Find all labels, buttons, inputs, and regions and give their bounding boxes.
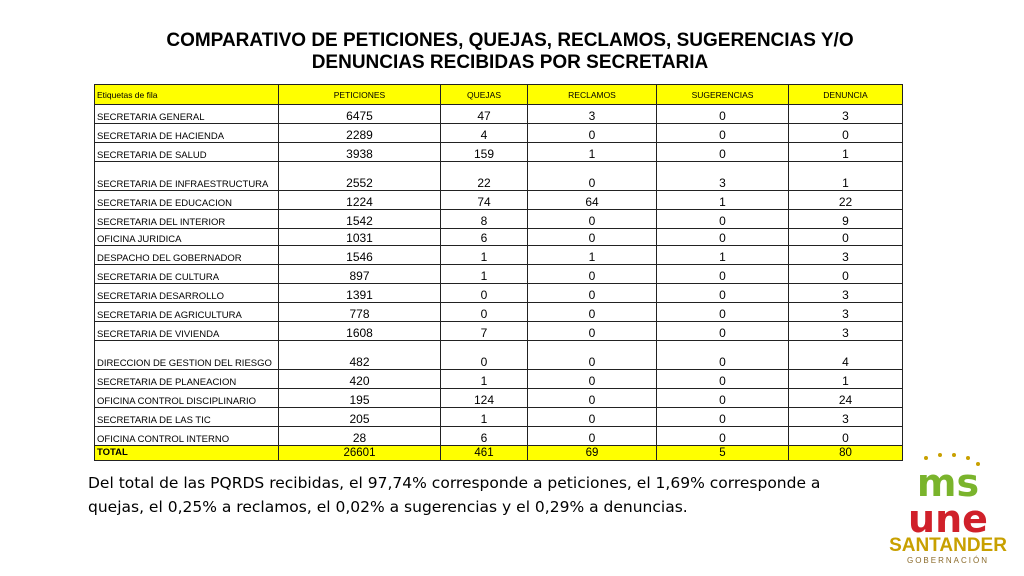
title-line-1: COMPARATIVO DE PETICIONES, QUEJAS, RECLAMOS, SUGERENCIAS Y/O: [166, 30, 854, 51]
cell-quejas: 0: [441, 303, 528, 322]
total-denuncia: 80: [789, 446, 903, 461]
cell-denuncia: 22: [789, 191, 903, 210]
cell-denuncia: 0: [789, 229, 903, 246]
summary-text: Del total de las PQRDS recibidas, el 97,74% corresponde a peticiones, el 1,69% corresponde a quejas, el 0,25% a reclamos, el 0,02% a sugerencias y el 0,29% a denuncias.: [88, 474, 821, 516]
cell-sugerencias: 0: [657, 143, 789, 162]
cell-denuncia: 0: [789, 265, 903, 284]
cell-sugerencias: 0: [657, 370, 789, 389]
cell-quejas: 124: [441, 389, 528, 408]
header-quejas: QUEJAS: [441, 85, 528, 105]
cell-sugerencias: 0: [657, 124, 789, 143]
cell-denuncia: 3: [789, 322, 903, 341]
cell-quejas: 159: [441, 143, 528, 162]
table-total-row: [95, 446, 903, 461]
cell-peticiones: 2552: [279, 162, 441, 191]
cell-quejas: 4: [441, 124, 528, 143]
total-quejas: 461: [441, 446, 528, 461]
cell-reclamos: 0: [528, 210, 657, 229]
cell-quejas: 1: [441, 246, 528, 265]
row-name: SECRETARIA DE PLANEACION: [95, 370, 279, 389]
row-name: SECRETARIA DE CULTURA: [95, 265, 279, 284]
header-etiquetas: Etiquetas de fila: [95, 85, 279, 105]
cell-quejas: 1: [441, 408, 528, 427]
page-title: [60, 30, 960, 74]
cell-peticiones: 3938: [279, 143, 441, 162]
cell-peticiones: 1546: [279, 246, 441, 265]
logo-slogan-top: ms: [916, 461, 980, 505]
cell-sugerencias: 0: [657, 229, 789, 246]
cell-peticiones: 6475: [279, 105, 441, 124]
total-sugerencias: 5: [657, 446, 789, 461]
cell-quejas: 0: [441, 284, 528, 303]
cell-peticiones: 778: [279, 303, 441, 322]
cell-sugerencias: 3: [657, 162, 789, 191]
header-reclamos: RECLAMOS: [528, 85, 657, 105]
cell-denuncia: 3: [789, 105, 903, 124]
row-name: SECRETARIA DE LAS TIC: [95, 408, 279, 427]
cell-reclamos: 0: [528, 162, 657, 191]
table-row: [95, 265, 903, 284]
cell-peticiones: 1224: [279, 191, 441, 210]
pqrds-table: [94, 84, 903, 461]
table-row: [95, 322, 903, 341]
logo-name: SANTANDER: [889, 535, 1007, 556]
cell-peticiones: 897: [279, 265, 441, 284]
table-row: [95, 303, 903, 322]
table-row: [95, 284, 903, 303]
cell-denuncia: 3: [789, 246, 903, 265]
santander-logo: [878, 452, 1018, 572]
cell-peticiones: 1542: [279, 210, 441, 229]
cell-sugerencias: 1: [657, 191, 789, 210]
table-row: [95, 408, 903, 427]
row-name: DIRECCION DE GESTION DEL RIESGO: [95, 341, 279, 370]
logo-subtitle: GOBERNACIÓN: [906, 556, 990, 565]
total-peticiones: 26601: [279, 446, 441, 461]
cell-sugerencias: 0: [657, 341, 789, 370]
cell-reclamos: 0: [528, 427, 657, 446]
cell-reclamos: 1: [528, 143, 657, 162]
cell-quejas: 0: [441, 341, 528, 370]
total-reclamos: 69: [528, 446, 657, 461]
table-row: [95, 427, 903, 446]
cell-denuncia: 0: [789, 124, 903, 143]
cell-peticiones: 1608: [279, 322, 441, 341]
cell-denuncia: 9: [789, 210, 903, 229]
table-row: [95, 210, 903, 229]
cell-reclamos: 64: [528, 191, 657, 210]
cell-reclamos: 3: [528, 105, 657, 124]
row-name: SECRETARIA DE EDUCACION: [95, 191, 279, 210]
cell-quejas: 8: [441, 210, 528, 229]
header-peticiones: PETICIONES: [279, 85, 441, 105]
cell-denuncia: 1: [789, 370, 903, 389]
header-denuncia: DENUNCIA: [789, 85, 903, 105]
cell-quejas: 22: [441, 162, 528, 191]
table-row: [95, 143, 903, 162]
logo-slogan-bottom: une: [908, 497, 988, 541]
table-row: [95, 105, 903, 124]
cell-reclamos: 0: [528, 389, 657, 408]
cell-quejas: 47: [441, 105, 528, 124]
cell-peticiones: 482: [279, 341, 441, 370]
cell-sugerencias: 0: [657, 105, 789, 124]
cell-reclamos: 0: [528, 341, 657, 370]
row-name: SECRETARIA GENERAL: [95, 105, 279, 124]
row-name: SECRETARIA DE INFRAESTRUCTURA: [95, 162, 279, 191]
cell-quejas: 74: [441, 191, 528, 210]
cell-reclamos: 0: [528, 303, 657, 322]
row-name: OFICINA CONTROL DISCIPLINARIO: [95, 389, 279, 408]
cell-peticiones: 2289: [279, 124, 441, 143]
cell-reclamos: 0: [528, 408, 657, 427]
table-row: [95, 162, 903, 191]
cell-reclamos: 0: [528, 124, 657, 143]
cell-sugerencias: 0: [657, 408, 789, 427]
table-row: [95, 389, 903, 408]
cell-reclamos: 0: [528, 229, 657, 246]
cell-sugerencias: 0: [657, 210, 789, 229]
total-label: TOTAL: [95, 446, 279, 461]
cell-sugerencias: 1: [657, 246, 789, 265]
row-name: SECRETARIA DE VIVIENDA: [95, 322, 279, 341]
table-row: [95, 124, 903, 143]
cell-peticiones: 28: [279, 427, 441, 446]
title-line-2: DENUNCIAS RECIBIDAS POR SECRETARIA: [311, 52, 709, 73]
cell-quejas: 7: [441, 322, 528, 341]
table-header-row: [95, 85, 903, 105]
cell-reclamos: 0: [528, 265, 657, 284]
cell-peticiones: 420: [279, 370, 441, 389]
cell-quejas: 1: [441, 370, 528, 389]
table-row: [95, 341, 903, 370]
cell-denuncia: 3: [789, 408, 903, 427]
row-name: OFICINA JURIDICA: [95, 229, 279, 246]
row-name: OFICINA CONTROL INTERNO: [95, 427, 279, 446]
row-name: SECRETARIA DE SALUD: [95, 143, 279, 162]
cell-peticiones: 1391: [279, 284, 441, 303]
cell-denuncia: 1: [789, 143, 903, 162]
row-name: SECRETARIA DE HACIENDA: [95, 124, 279, 143]
table-row: [95, 229, 903, 246]
cell-peticiones: 1031: [279, 229, 441, 246]
cell-sugerencias: 0: [657, 389, 789, 408]
header-sugerencias: SUGERENCIAS: [657, 85, 789, 105]
cell-denuncia: 4: [789, 341, 903, 370]
cell-reclamos: 0: [528, 370, 657, 389]
cell-sugerencias: 0: [657, 427, 789, 446]
table-row: [95, 370, 903, 389]
cell-quejas: 6: [441, 427, 528, 446]
cell-peticiones: 195: [279, 389, 441, 408]
cell-reclamos: 0: [528, 284, 657, 303]
cell-reclamos: 0: [528, 322, 657, 341]
cell-denuncia: 3: [789, 303, 903, 322]
cell-denuncia: 1: [789, 162, 903, 191]
table-row: [95, 246, 903, 265]
cell-denuncia: 0: [789, 427, 903, 446]
cell-denuncia: 3: [789, 284, 903, 303]
row-name: DESPACHO DEL GOBERNADOR: [95, 246, 279, 265]
cell-quejas: 6: [441, 229, 528, 246]
cell-sugerencias: 0: [657, 322, 789, 341]
row-name: SECRETARIA DEL INTERIOR: [95, 210, 279, 229]
cell-quejas: 1: [441, 265, 528, 284]
cell-sugerencias: 0: [657, 303, 789, 322]
row-name: SECRETARIA DESARROLLO: [95, 284, 279, 303]
cell-reclamos: 1: [528, 246, 657, 265]
row-name: SECRETARIA DE AGRICULTURA: [95, 303, 279, 322]
cell-sugerencias: 0: [657, 284, 789, 303]
table-row: [95, 191, 903, 210]
cell-denuncia: 24: [789, 389, 903, 408]
cell-sugerencias: 0: [657, 265, 789, 284]
cell-peticiones: 205: [279, 408, 441, 427]
